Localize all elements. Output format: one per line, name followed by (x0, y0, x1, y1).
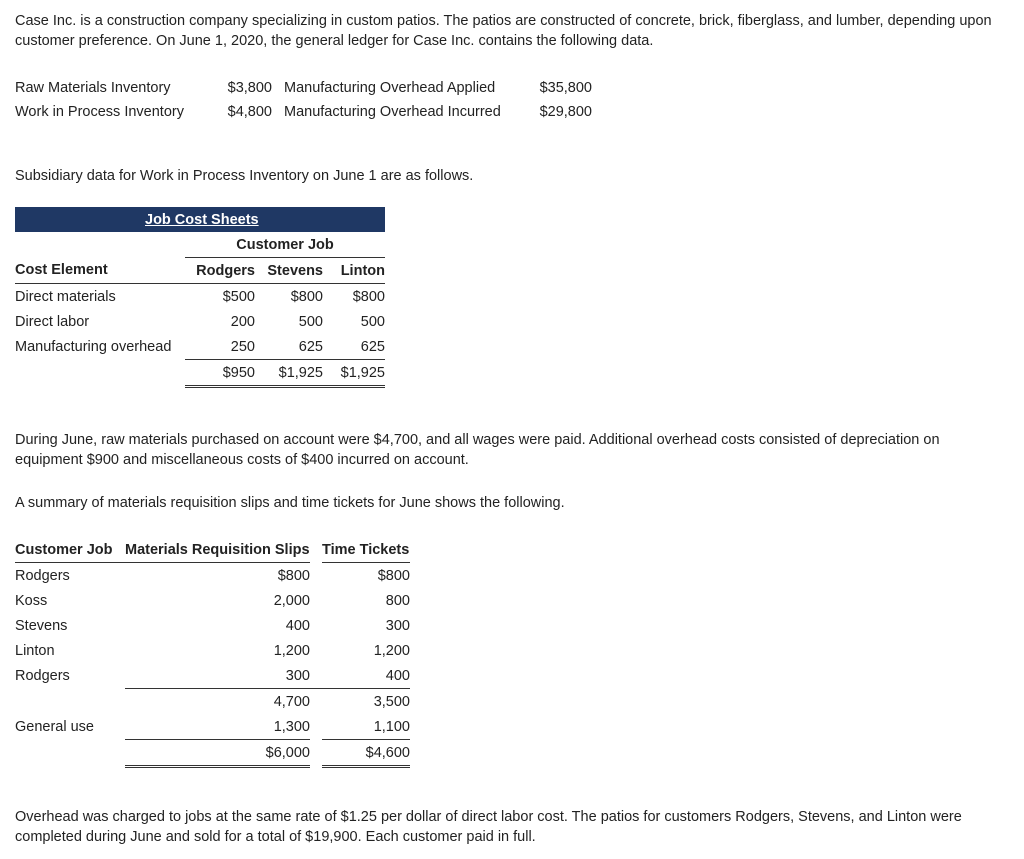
total-value: $1,925 (323, 360, 385, 387)
time-value: 1,200 (373, 642, 410, 659)
closing-paragraph: Overhead was charged to jobs at the same rate of $1.25 per dollar of direct labor cost. The patios for customers Rodgers, Stevens, and Linton were completed during June and sold for a total of $19,900. Each customer paid in full. (15, 809, 962, 845)
cost-value: 625 (255, 334, 323, 360)
table-total-row (15, 740, 410, 767)
ledger-value: $3,800 (227, 80, 272, 96)
cost-value: 250 (185, 334, 255, 360)
materials-value: 300 (125, 663, 310, 689)
materials-total: $6,000 (125, 740, 310, 767)
requisition-summary-table (15, 537, 410, 768)
cost-element-label: Direct materials (15, 288, 116, 305)
materials-value: 400 (285, 617, 310, 634)
cost-value: 200 (230, 313, 255, 330)
table-row (15, 232, 385, 258)
customer-header: Linton (323, 258, 385, 284)
subsidiary-text: Subsidiary data for Work in Process Inventory on June 1 are as follows. (15, 168, 474, 184)
customer-header: Rodgers (185, 258, 255, 284)
ledger-value: $4,800 (227, 104, 272, 120)
cost-element-label: Direct labor (15, 313, 90, 330)
cost-element-label: Manufacturing overhead (15, 338, 172, 355)
job-cost-table (15, 207, 385, 388)
table-header-row (15, 537, 410, 563)
intro-paragraph: Case Inc. is a construction company specializing in custom patios. The patios are constructed of concrete, brick, fiberglass, and lumber, depending upon customer preference. On June 1, 2020, the general ledger for Case Inc. contains the following data. (15, 13, 992, 49)
cost-value: $800 (290, 288, 323, 305)
ledger-label: Manufacturing Overhead Applied (284, 80, 496, 96)
table-row (15, 100, 592, 124)
total-value: $1,925 (255, 360, 323, 387)
table-row (15, 334, 385, 360)
time-value: 300 (385, 617, 410, 634)
ledger-label: Raw Materials Inventory (15, 80, 171, 96)
table-row (15, 714, 410, 740)
job-name: General use (15, 718, 94, 735)
table-row (15, 638, 410, 663)
customer-header: Stevens (255, 258, 323, 284)
table-row (15, 309, 385, 334)
table-row (15, 76, 592, 100)
customer-job-header: Customer Job (185, 232, 385, 258)
materials-col-header: Materials Requisition Slips (125, 537, 310, 563)
ledger-label: Work in Process Inventory (15, 104, 184, 120)
table-row (15, 663, 410, 689)
table-row (15, 563, 410, 589)
time-total: $4,600 (322, 740, 410, 767)
job-name: Rodgers (15, 667, 70, 684)
time-value: 400 (322, 663, 410, 689)
job-name: Stevens (15, 617, 68, 634)
table-header-row (15, 207, 385, 232)
cost-element-header: Cost Element (15, 258, 185, 284)
cost-value: 500 (298, 313, 323, 330)
table-row (15, 284, 385, 310)
cost-value: $500 (222, 288, 255, 305)
june-paragraph: During June, raw materials purchased on account were $4,700, and all wages were paid. Additional overhead costs consisted of depreciation on equipment $900 and miscellaneous costs of $400 incurred on account. (15, 432, 940, 468)
job-name: Linton (15, 642, 55, 659)
materials-value: 2,000 (273, 592, 310, 609)
cost-value: 625 (323, 334, 385, 360)
cost-value: 500 (360, 313, 385, 330)
ledger-value: $29,800 (539, 104, 592, 120)
time-subtotal: 3,500 (373, 693, 410, 710)
table-row (15, 588, 410, 613)
materials-subtotal: 4,700 (273, 693, 310, 710)
time-value: $800 (377, 567, 410, 584)
total-value: $950 (185, 360, 255, 387)
job-name: Koss (15, 592, 48, 609)
job-name: Rodgers (15, 567, 70, 584)
customer-job-col-header: Customer Job (15, 537, 125, 563)
table-total-row (15, 360, 385, 387)
ledger-table (15, 76, 592, 124)
ledger-label: Manufacturing Overhead Incurred (284, 104, 501, 120)
materials-value: 1,300 (125, 714, 310, 740)
cost-value: $800 (352, 288, 385, 305)
summary-intro: A summary of materials requisition slips and time tickets for June shows the following. (15, 495, 565, 511)
table-subtotal-row (15, 689, 410, 715)
table-row (15, 613, 410, 638)
time-tickets-col-header: Time Tickets (322, 537, 410, 563)
ledger-value: $35,800 (539, 80, 592, 96)
time-value: 1,100 (322, 714, 410, 740)
materials-value: $800 (277, 567, 310, 584)
table-row (15, 258, 385, 284)
job-cost-title: Job Cost Sheets (15, 207, 385, 232)
materials-value: 1,200 (273, 642, 310, 659)
time-value: 800 (385, 592, 410, 609)
